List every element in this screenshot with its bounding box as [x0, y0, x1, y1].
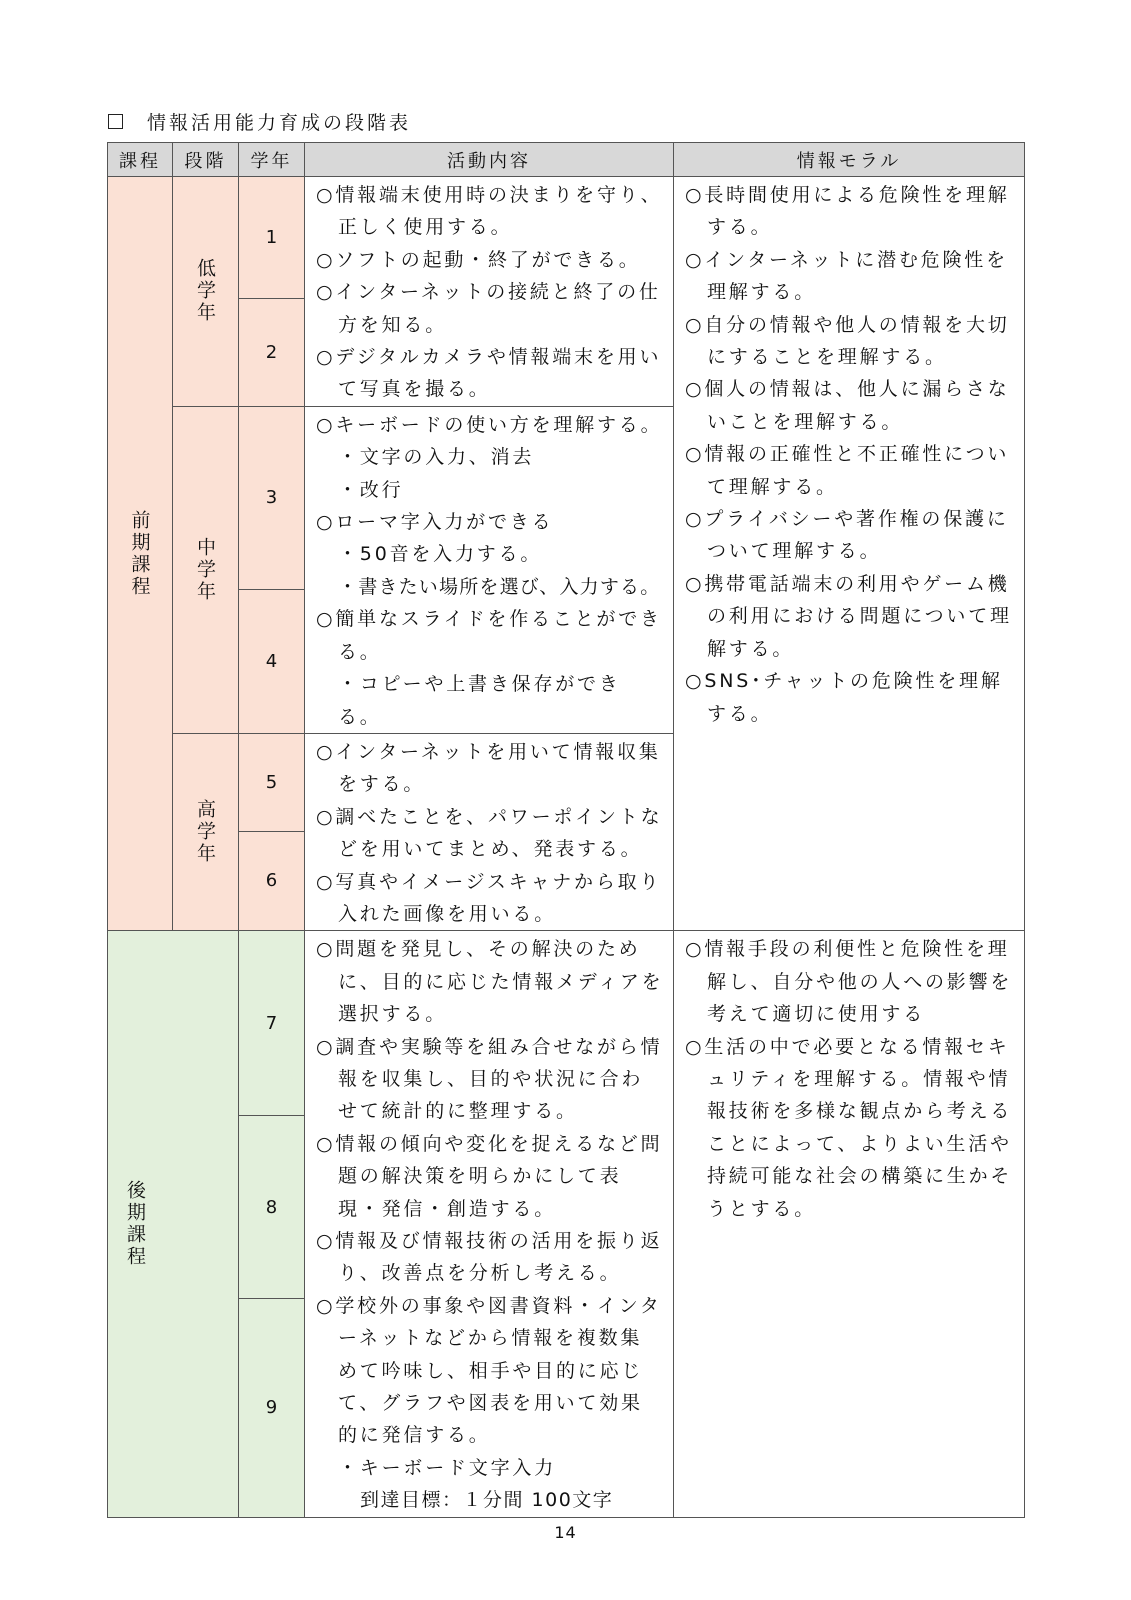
activity-subitem: ・文字の入力、消去: [338, 446, 535, 469]
activity-mid: [305, 406, 674, 733]
moral-item: ○プライバシーや著作権の保護について理解する。: [685, 508, 1009, 563]
header-activity: 活動内容: [305, 143, 674, 177]
info-skills-stage-table: [107, 142, 1025, 1518]
activity-item: ○情報及び情報技術の活用を振り返り、改善点を分析し考える。: [316, 1230, 663, 1285]
activity-item: ○ソフトの起動・終了ができる。: [316, 248, 641, 271]
header-moral: 情報モラル: [674, 143, 1025, 177]
activity-subitem: ・コピーや上書き保存ができる。: [338, 673, 621, 728]
activity-subitem: 到達目標：１分間 100文字: [360, 1489, 614, 1512]
activity-subitem: ・50音を入力する。: [338, 543, 543, 566]
table-header-row: [108, 143, 1025, 177]
moral-item: ○個人の情報は、他人に漏らさないことを理解する。: [685, 378, 1010, 433]
activity-low: [305, 177, 674, 407]
activity-high: [305, 733, 674, 930]
stage-mid-label: 中学年: [194, 536, 216, 603]
stage-low-label: 低学年: [194, 258, 216, 325]
course-back-label: 後期課程: [124, 1180, 146, 1268]
activity-item: ○問題を発見し、その解決のために、目的に応じた情報メディアを選択する。: [316, 938, 664, 1026]
activity-item: ○調査や実験等を組み合せながら情報を収集し、目的や状況に合わせて統計的に整理する。: [316, 1035, 663, 1123]
grade-3: 3: [239, 406, 305, 589]
stage-high-label: 高学年: [194, 799, 216, 866]
moral-back: [674, 931, 1025, 1517]
moral-item: ○SNS･チャットの危険性を理解する。: [685, 670, 1003, 725]
grade-8: 8: [239, 1116, 305, 1299]
stage-high: [173, 733, 239, 930]
grade-7: 7: [239, 931, 305, 1116]
course-front-label: 前期課程: [128, 509, 151, 598]
checkbox-square-icon: [108, 114, 123, 129]
stage-mid: [173, 406, 239, 733]
header-grade: 学年: [239, 143, 305, 177]
grade-6: 6: [239, 831, 305, 931]
activity-item: ○ローマ字入力ができる: [316, 511, 554, 534]
moral-item: ○情報手段の利便性と危険性を理解し、自分や他の人への影響を考えて適切に使用する: [685, 938, 1013, 1026]
activity-subitem: ・書きたい場所を選び、入力する。: [338, 575, 661, 598]
grade-2: 2: [239, 298, 305, 406]
course-front: [108, 177, 173, 931]
moral-item: ○インターネットに潜む危険性を理解する。: [685, 248, 1008, 304]
moral-item: ○生活の中で必要となる情報セキュリティを理解する。情報や情報技術を多様な観点から考えることによって、よりよい生活や持続可能な社会の構築に生かそうとする。: [685, 1035, 1013, 1220]
page-number: 14: [554, 1523, 577, 1542]
section-heading: [108, 108, 411, 135]
activity-item: ○インターネットの接続と終了の仕方を知る。: [316, 281, 661, 336]
activity-item: ○情報の傾向や変化を捉えるなど問題の解決策を明らかにして表現・発信・創造する。: [316, 1132, 663, 1220]
activity-item: ○調べたことを、パワーポイントなどを用いてまとめ、発表する。: [316, 805, 663, 861]
header-stage: 段階: [173, 143, 239, 177]
moral-item: ○長時間使用による危険性を理解する。: [685, 184, 1010, 239]
activity-subitem: ・改行: [338, 478, 404, 501]
activity-item: ○キーボードの使い方を理解する。: [316, 413, 663, 436]
moral-item: ○情報の正確性と不正確性について理解する。: [685, 443, 1010, 498]
activity-subitem: ・キーボード文字入力: [338, 1456, 557, 1479]
activity-item: ○情報端末使用時の決まりを守り、正しく使用する。: [316, 184, 663, 239]
activity-item: ○デジタルカメラや情報端末を用いて写真を撮る。: [316, 346, 662, 401]
grade-4: 4: [239, 590, 305, 734]
moral-front: [674, 177, 1025, 931]
activity-item: ○簡単なスライドを作ることができる。: [316, 608, 662, 663]
activity-back: [305, 931, 674, 1517]
activity-item: ○写真やイメージスキャナから取り入れた画像を用いる。: [316, 870, 662, 925]
activity-item: ○学校外の事象や図書資料・インターネットなどから情報を複数集めて吟味し、相手や目的に応じて、グラフや図表を用いて効果的に発信する。: [316, 1294, 662, 1447]
stage-low: [173, 177, 239, 407]
course-back: [108, 931, 239, 1517]
header-course: 課程: [108, 143, 173, 177]
grade-9: 9: [239, 1299, 305, 1518]
activity-item: ○インターネットを用いて情報収集をする。: [316, 740, 661, 796]
heading-title: 情報活用能力育成の段階表: [147, 112, 412, 134]
grade-1: 1: [239, 177, 305, 299]
grade-5: 5: [239, 733, 305, 831]
moral-item: ○携帯電話端末の利用やゲーム機の利用における問題について理解する。: [685, 572, 1012, 660]
moral-item: ○自分の情報や他人の情報を大切にすることを理解する。: [685, 313, 1010, 369]
